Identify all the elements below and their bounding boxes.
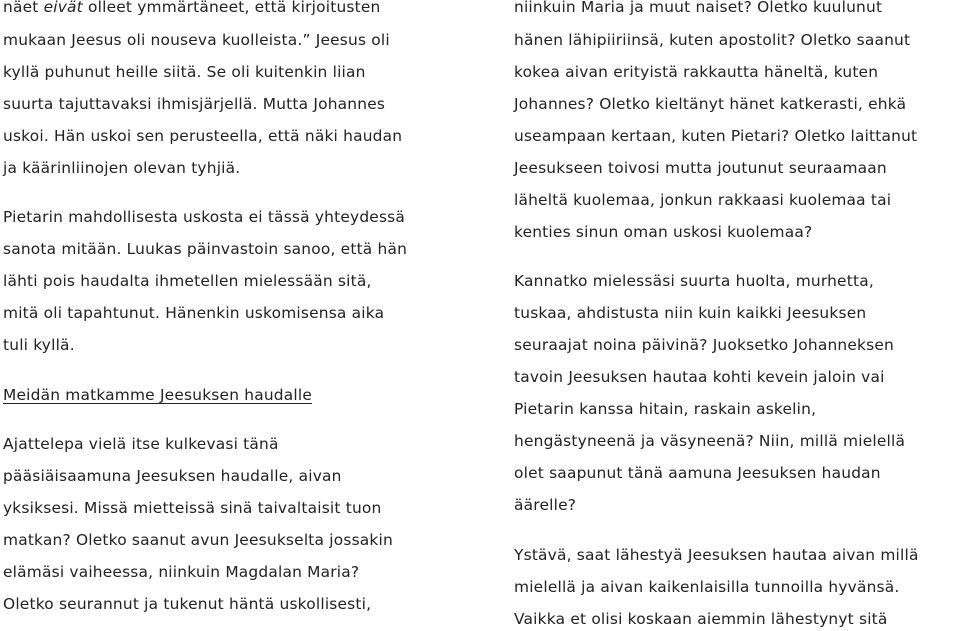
text-line: lähti pois haudalta ihmetellen mielessään sitä, (3, 272, 372, 290)
text-line: Johannes? Oletko kieltänyt hänet katkerasti, ehkä (514, 95, 907, 113)
text-line: Vaikka et olisi koskaan aiemmin lähestynyt sitä (514, 610, 888, 628)
text-line: hengästyneenä ja väsyneenä? Niin, millä mielellä (514, 432, 906, 450)
text-line: kokea aivan erityistä rakkautta häneltä, kuten (514, 63, 879, 81)
text-line: kenties sinun oman uskosi kuolemaa? (514, 223, 813, 241)
text-line: sanota mitään. Luukas päinvastoin sanoo, että hän (3, 240, 408, 258)
text-line: olet saapunut tänä aamuna Jeesuksen haudan (514, 464, 881, 482)
text-line: Pietarin kanssa hitain, raskain askelin, (514, 400, 817, 418)
text-line: näet eivät olleet ymmärtäneet, että kirjoitusten (3, 0, 381, 16)
text-line: tuskaa, ahdistusta niin kuin kaikki Jeesuksen (514, 304, 867, 322)
text-line: Pietarin mahdollisesta uskosta ei tässä yhteydessä (3, 208, 406, 226)
text-line: uskoi. Hän uskoi sen perusteella, että näki haudan (3, 127, 403, 145)
text-line: useampaan kertaan, kuten Pietari? Oletko laittanut (514, 127, 918, 145)
text-line: kyllä puhunut heille siitä. Se oli kuitenkin liian (3, 63, 366, 81)
text-line: ja käärinliinojen olevan tyhjiä. (3, 159, 241, 177)
text-line: tuli kyllä. (3, 336, 75, 354)
text-line: elämäsi vaiheessa, niinkuin Magdalan Maria? (3, 563, 360, 581)
text-line: suurta tajuttavaksi ihmisjärjellä. Mutta Johannes (3, 95, 386, 113)
section-heading: Meidän matkamme Jeesuksen haudalle (3, 386, 313, 404)
text-line: äärelle? (514, 496, 577, 514)
text-line: Jeesukseen toivosi mutta joutunut seuraamaan (514, 159, 887, 177)
text-line: hänen lähipiiriinsä, kuten apostolit? Oletko saanut (514, 31, 911, 49)
text-line: matkan? Oletko saanut avun Jeesukselta jossakin (3, 531, 393, 549)
text-line: mukaan Jeesus oli nouseva kuolleista.” Jeesus oli (3, 31, 390, 49)
emphasis-text: eivät (43, 0, 83, 16)
text-line: pääsiäisaamuna Jeesuksen haudalle, aivan (3, 467, 342, 485)
text-line: mitä oli tapahtunut. Hänenkin uskomisensa aika (3, 304, 385, 322)
text-line: tavoin Jeesuksen hautaa kohti kevein jaloin vai (514, 368, 885, 386)
text-line: seuraajat noina päivinä? Juoksetko Johanneksen (514, 336, 894, 354)
text-line: niinkuin Maria ja muut naiset? Oletko kuulunut (514, 0, 883, 16)
text-line: yksiksesi. Missä mietteissä sinä taivaltaisit tuon (3, 499, 382, 517)
text-line: Ajattelepa vielä itse kulkevasi tänä (3, 435, 279, 453)
text-line: mielellä ja aivan kaikenlaisilla tunnoilla hyvänsä. (514, 578, 900, 596)
text-line: Ystävä, saat lähestyä Jeesuksen hautaa aivan millä (514, 546, 919, 564)
text-line: Oletko seurannut ja tukenut häntä uskollisesti, (3, 595, 372, 613)
text-line: Kannatko mielessäsi suurta huolta, murhetta, (514, 272, 874, 290)
text-line: läheltä kuolemaa, jonkun rakkaasi kuolemaa tai (514, 191, 892, 209)
